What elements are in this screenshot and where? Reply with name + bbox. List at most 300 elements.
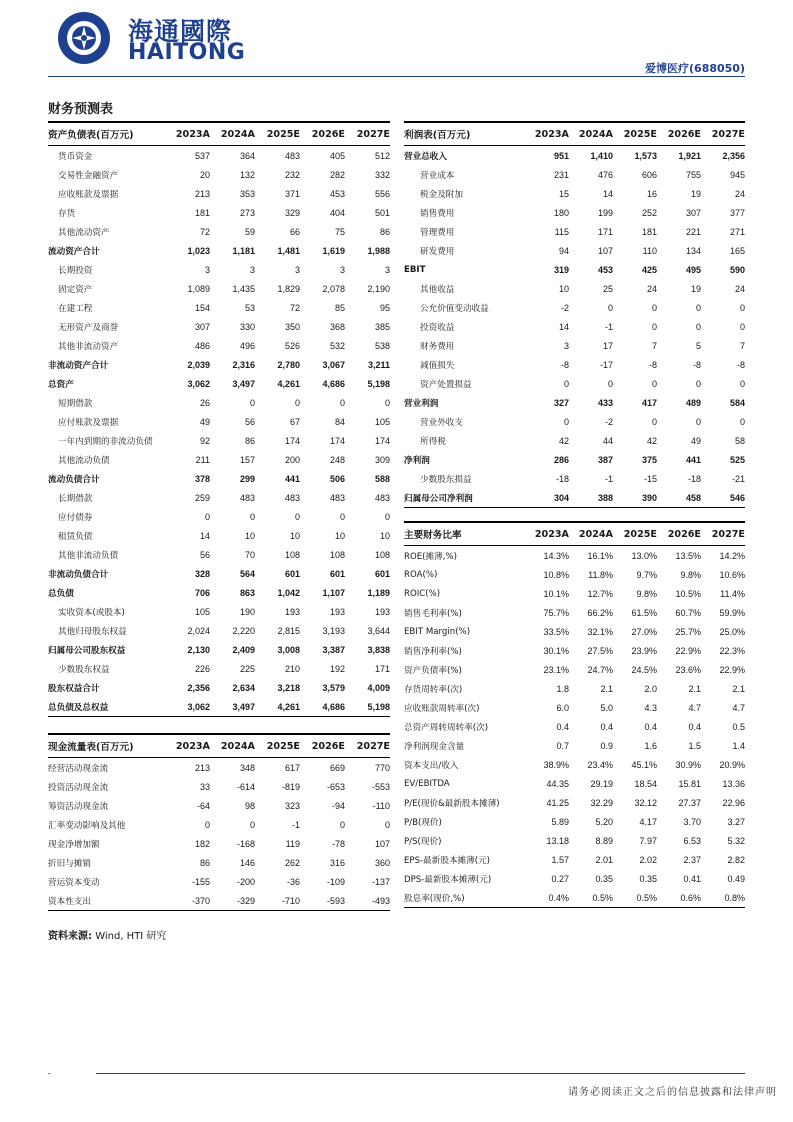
row-value: 564	[239, 568, 255, 579]
row-label: 在建工程	[58, 303, 93, 314]
year-header: 2027E	[345, 734, 390, 758]
table-title: 资产负债表(百万元)	[48, 122, 165, 146]
row-value: 0.8%	[701, 888, 745, 908]
year-header: 2025E	[255, 734, 300, 758]
row-label: 财务费用	[420, 341, 455, 352]
row-value: 1,921	[678, 150, 701, 161]
row-value: 0	[739, 416, 745, 427]
income-statement-table	[404, 121, 745, 508]
table-row	[48, 583, 390, 602]
row-value: 119	[285, 838, 300, 849]
row-label: 其他归母股东权益	[58, 626, 127, 637]
row-value: 327	[553, 397, 569, 408]
row-value: 4.7	[688, 702, 701, 713]
row-value: 2,815	[277, 625, 300, 636]
row-value: 0	[563, 378, 569, 389]
row-value: 3,497	[232, 378, 255, 389]
row-value: 182	[194, 838, 210, 849]
row-label: 营业成本	[420, 170, 455, 181]
row-label: 净利润	[404, 455, 430, 466]
row-value: 32.29	[590, 797, 613, 808]
row-value: 20.9%	[719, 759, 745, 770]
row-value: 0	[739, 321, 745, 332]
row-value: 13.18	[546, 835, 569, 846]
row-value: 3,193	[322, 625, 345, 636]
row-value: 3.70	[683, 816, 701, 827]
row-value: 13.36	[722, 778, 745, 789]
table-row	[404, 469, 745, 488]
row-value: 0.35	[639, 873, 657, 884]
row-value: 213	[194, 762, 210, 773]
row-value: 259	[194, 492, 210, 503]
row-value: 3	[204, 264, 210, 275]
row-value: 6.53	[683, 835, 701, 846]
row-value: 6.0	[556, 702, 569, 713]
year-header: 2026E	[657, 522, 701, 546]
row-label: 投资收益	[420, 322, 455, 333]
row-value: 601	[329, 568, 345, 579]
row-label: 投资活动现金流	[48, 782, 109, 793]
row-label: 应收账款及票据	[58, 189, 119, 200]
row-value: 5.89	[551, 816, 569, 827]
row-value: 16	[646, 188, 657, 199]
row-value: -15	[643, 473, 657, 484]
row-value: 1,107	[322, 587, 345, 598]
row-label: EPS-最新股本摊薄(元)	[404, 855, 491, 866]
row-value: -653	[326, 781, 345, 792]
row-label: 长期借款	[58, 493, 93, 504]
year-header: 2025E	[255, 122, 300, 146]
row-value: -137	[371, 876, 390, 887]
logo-chinese-text: 海通國際	[128, 17, 233, 46]
row-label: 营运资本变动	[48, 877, 100, 888]
row-label: 交易性金融资产	[58, 170, 119, 181]
row-value: 10.5%	[675, 588, 701, 599]
table-row	[48, 146, 390, 166]
row-value: 30.1%	[543, 645, 569, 656]
row-value: 601	[284, 568, 300, 579]
row-value: 10.1%	[543, 588, 569, 599]
year-header: 2023A	[525, 122, 569, 146]
row-value: 5,198	[367, 378, 390, 389]
row-value: 584	[729, 397, 745, 408]
table-row	[48, 317, 390, 336]
row-value: 706	[194, 587, 210, 598]
row-value: 0.5%	[613, 888, 657, 908]
year-header: 2027E	[701, 122, 745, 146]
row-value: -200	[236, 876, 255, 887]
row-value: 210	[284, 663, 300, 674]
row-value: 526	[284, 340, 300, 351]
row-label: 营业外收支	[420, 417, 463, 428]
row-value: 0.35	[595, 873, 613, 884]
row-value: 385	[374, 321, 390, 332]
row-label: 实收资本(或股本)	[58, 607, 125, 618]
table-row	[404, 260, 745, 279]
row-value: 8.89	[595, 835, 613, 846]
row-value: 1,988	[367, 245, 390, 256]
row-value: 3	[563, 340, 569, 351]
row-value: 95	[379, 302, 390, 313]
row-value: 30.9%	[675, 759, 701, 770]
table-row	[48, 412, 390, 431]
row-label: 销售费用	[420, 208, 455, 219]
row-value: 3,838	[367, 644, 390, 655]
row-value: 0.4	[644, 721, 657, 732]
table-row	[48, 758, 390, 778]
row-value: 0.4%	[525, 888, 569, 908]
table-row	[48, 393, 390, 412]
row-value: 2,039	[187, 359, 210, 370]
row-label: 少数股东权益	[58, 664, 110, 675]
row-value: -168	[236, 838, 255, 849]
row-value: 0.7	[556, 740, 569, 751]
row-label: 非流动资产合计	[48, 360, 109, 371]
row-value: 190	[239, 606, 255, 617]
row-value: 3,067	[322, 359, 345, 370]
table-row	[404, 279, 745, 298]
row-value: 489	[685, 397, 701, 408]
table-row	[404, 546, 745, 566]
row-value: 377	[729, 207, 745, 218]
row-value: 134	[685, 245, 701, 256]
row-value: 75.7%	[543, 607, 569, 618]
table-row	[48, 336, 390, 355]
table-header-row	[48, 734, 390, 758]
row-label: 总资产	[48, 379, 74, 390]
row-value: 1,181	[232, 245, 255, 256]
row-value: 299	[239, 473, 255, 484]
row-value: 61.5%	[631, 607, 657, 618]
row-value: 22.96	[722, 797, 745, 808]
row-label: 营业利润	[404, 398, 439, 409]
row-label: 租赁负债	[58, 531, 93, 542]
row-value: 24.5%	[631, 664, 657, 675]
row-value: 146	[239, 857, 255, 868]
row-value: 25	[602, 283, 613, 294]
table-row	[404, 584, 745, 603]
row-value: 32.12	[634, 797, 657, 808]
row-value: 24.7%	[587, 664, 613, 675]
row-value: 1.8	[556, 683, 569, 694]
row-value: 14	[199, 530, 210, 541]
row-value: 2.02	[639, 854, 657, 865]
row-value: 0	[249, 819, 255, 830]
row-value: 10.8%	[543, 569, 569, 580]
row-value: 755	[685, 169, 701, 180]
row-value: 10	[334, 530, 345, 541]
row-value: 371	[284, 188, 300, 199]
row-value: 108	[284, 549, 300, 560]
row-value: 14	[602, 188, 613, 199]
row-label: 总资产周转周转率(次)	[404, 722, 489, 733]
row-value: 2,220	[232, 625, 255, 636]
row-value: -593	[300, 891, 345, 911]
row-value: -155	[191, 876, 210, 887]
row-value: 66	[289, 226, 300, 237]
row-value: 4.7	[732, 702, 745, 713]
row-value: 154	[194, 302, 210, 313]
row-value: 3,579	[322, 682, 345, 693]
row-value: 25.0%	[719, 626, 745, 637]
row-value: 483	[239, 492, 255, 503]
year-header: 2024A	[569, 122, 613, 146]
row-value: 211	[195, 454, 210, 465]
row-value: 404	[329, 207, 345, 218]
row-value: 10	[379, 530, 390, 541]
year-header: 2026E	[300, 734, 345, 758]
row-value: 3,497	[210, 697, 255, 717]
table-row	[48, 184, 390, 203]
row-value: 22.3%	[719, 645, 745, 656]
row-label: 管理费用	[420, 227, 455, 238]
row-value: 17	[602, 340, 613, 351]
row-value: 9.7%	[636, 569, 657, 580]
row-value: 105	[194, 606, 210, 617]
table-row	[404, 679, 745, 698]
row-value: 2,780	[277, 359, 300, 370]
row-label: EBIT	[404, 264, 426, 275]
row-value: 221	[685, 226, 701, 237]
row-value: 200	[284, 454, 300, 465]
row-value: -18	[555, 473, 569, 484]
row-value: 11.4%	[720, 588, 745, 599]
year-header: 2025E	[613, 122, 657, 146]
row-label: ROA(%)	[404, 569, 438, 580]
row-value: 105	[374, 416, 390, 427]
year-header: 2025E	[613, 522, 657, 546]
page-title: 财务预测表	[48, 102, 114, 117]
table-row	[404, 165, 745, 184]
row-value: 0	[695, 378, 701, 389]
row-value: 271	[729, 226, 745, 237]
row-value: 1,042	[277, 587, 300, 598]
table-row	[404, 869, 745, 888]
row-value: 3	[249, 264, 255, 275]
row-value: 360	[374, 857, 390, 868]
table-row	[404, 793, 745, 812]
table-title: 主要财务比率	[404, 522, 525, 546]
table-row	[48, 815, 390, 834]
table-row	[404, 412, 745, 431]
row-value: 532	[329, 340, 345, 351]
row-value: 453	[329, 188, 345, 199]
row-value: 174	[374, 435, 390, 446]
haitong-logo	[54, 10, 254, 66]
year-header: 2023A	[525, 522, 569, 546]
row-value: 33.5%	[543, 626, 569, 637]
row-value: 453	[597, 264, 613, 275]
row-value: 328	[194, 568, 210, 579]
row-value: -109	[326, 876, 345, 887]
row-value: -370	[165, 891, 210, 911]
row-value: 1,089	[187, 283, 210, 294]
row-value: 86	[379, 226, 390, 237]
row-value: 22.9%	[719, 664, 745, 675]
table-row	[404, 241, 745, 260]
row-value: 2,634	[232, 682, 255, 693]
row-value: 72	[289, 302, 300, 313]
row-value: 115	[554, 226, 569, 237]
table-row	[48, 488, 390, 507]
row-label: 资本性支出	[48, 891, 165, 911]
table-row	[404, 850, 745, 869]
row-value: 0	[607, 378, 613, 389]
row-value: 441	[685, 454, 701, 465]
table-row	[404, 431, 745, 450]
row-label: 流动负债合计	[48, 474, 100, 485]
row-value: 309	[374, 454, 390, 465]
row-value: 49	[199, 416, 210, 427]
row-value: 49	[690, 435, 701, 446]
row-value: 476	[597, 169, 613, 180]
row-value: 273	[239, 207, 255, 218]
row-value: 19	[690, 283, 701, 294]
company-ticker: 爱博医疗(688050)	[645, 62, 745, 75]
table-row	[404, 336, 745, 355]
table-row	[404, 888, 745, 908]
row-value: 3,387	[322, 644, 345, 655]
row-value: 0	[204, 819, 210, 830]
year-header: 2024A	[569, 522, 613, 546]
footer-dot	[48, 1073, 51, 1074]
table-row	[404, 488, 745, 508]
row-value: -94	[331, 800, 345, 811]
row-value: -2	[560, 302, 569, 313]
row-value: 1.57	[551, 854, 569, 865]
row-value: 3,062	[187, 378, 210, 389]
row-label: 其他收益	[420, 284, 455, 295]
row-value: 26	[199, 397, 210, 408]
row-value: 0.4	[600, 721, 613, 732]
row-value: -819	[281, 781, 300, 792]
row-value: 368	[329, 321, 345, 332]
table-row	[48, 697, 390, 717]
row-value: 282	[329, 169, 345, 180]
row-label: 流动资产合计	[48, 246, 100, 257]
table-row	[48, 640, 390, 659]
financial-ratios-table	[404, 521, 745, 908]
row-value: 85	[334, 302, 345, 313]
row-value: 556	[374, 188, 390, 199]
row-value: 13.0%	[631, 550, 657, 561]
table-row	[404, 222, 745, 241]
row-value: 0	[204, 511, 210, 522]
row-label: 现金净增加额	[48, 839, 100, 850]
haitong-emblem-icon	[54, 10, 118, 66]
row-value: 2.37	[683, 854, 701, 865]
table-row	[404, 565, 745, 584]
table-row	[48, 165, 390, 184]
row-value: 27.5%	[587, 645, 613, 656]
row-value: 323	[284, 800, 300, 811]
row-value: 132	[239, 169, 255, 180]
row-value: 24	[734, 283, 745, 294]
row-label: 少数股东损益	[420, 474, 472, 485]
row-value: 53	[244, 302, 255, 313]
row-value: 29.19	[590, 778, 613, 789]
row-value: 24	[734, 188, 745, 199]
table-row	[404, 755, 745, 774]
row-value: 157	[239, 454, 255, 465]
row-value: 1.6	[644, 740, 657, 751]
row-label: P/E(现价&最新股本摊薄)	[404, 798, 500, 809]
row-label: 货币资金	[58, 151, 93, 162]
row-label: 总负债及总权益	[48, 697, 165, 717]
row-value: -36	[286, 876, 300, 887]
row-value: 0.4	[688, 721, 701, 732]
row-label: 税金及附加	[420, 189, 463, 200]
row-value: 0.4	[556, 721, 569, 732]
row-value: -17	[599, 359, 613, 370]
row-value: 33	[199, 781, 210, 792]
row-value: 2.82	[727, 854, 745, 865]
row-value: 42	[646, 435, 657, 446]
year-header: 2026E	[300, 122, 345, 146]
row-value: 75	[334, 226, 345, 237]
row-value: 0	[384, 511, 390, 522]
row-value: 0.5	[732, 721, 745, 732]
source-text: Wind, HTI 研究	[95, 931, 167, 942]
row-value: 486	[194, 340, 210, 351]
row-label: 汇率变动影响及其他	[48, 820, 126, 831]
table-row	[48, 526, 390, 545]
row-value: 14.3%	[543, 550, 569, 561]
row-value: 107	[374, 838, 390, 849]
row-label: 净利润现金含量	[404, 741, 465, 752]
row-label: 资本支出/收入	[404, 760, 459, 771]
row-value: 0	[294, 397, 300, 408]
table-row	[48, 507, 390, 526]
row-value: 2.0	[644, 683, 657, 694]
row-label: 应付债券	[58, 512, 93, 523]
row-label: 长期投资	[58, 265, 93, 276]
row-label: 研发费用	[420, 246, 455, 257]
row-value: 108	[374, 549, 390, 560]
row-value: 107	[597, 245, 613, 256]
row-value: 417	[641, 397, 657, 408]
year-header: 2024A	[210, 734, 255, 758]
row-value: 181	[641, 226, 657, 237]
row-value: 601	[374, 568, 390, 579]
row-value: 304	[525, 488, 569, 508]
row-label: 销售净利率(%)	[404, 646, 462, 657]
row-value: 1,829	[277, 283, 300, 294]
table-row	[404, 641, 745, 660]
row-value: 378	[194, 473, 210, 484]
row-value: 0.27	[551, 873, 569, 884]
year-header: 2024A	[210, 122, 255, 146]
row-value: 12.7%	[587, 588, 613, 599]
row-label: 总负债	[48, 588, 74, 599]
row-value: 213	[194, 188, 210, 199]
row-label: 资产处置损益	[420, 379, 472, 390]
row-label: 应付账款及票据	[58, 417, 119, 428]
row-value: 60.7%	[675, 607, 701, 618]
table-row	[48, 241, 390, 260]
row-value: 14.2%	[719, 550, 745, 561]
row-value: 56	[199, 549, 210, 560]
row-value: 226	[194, 663, 210, 674]
table-row	[48, 298, 390, 317]
row-value: 0	[739, 302, 745, 313]
row-value: 0	[249, 397, 255, 408]
row-label: 应收账款周转率(次)	[404, 703, 480, 714]
row-value: 0.5%	[569, 888, 613, 908]
table-title: 现金流量表(百万元)	[48, 734, 165, 758]
row-value: 1,435	[232, 283, 255, 294]
row-value: 41.25	[546, 797, 569, 808]
